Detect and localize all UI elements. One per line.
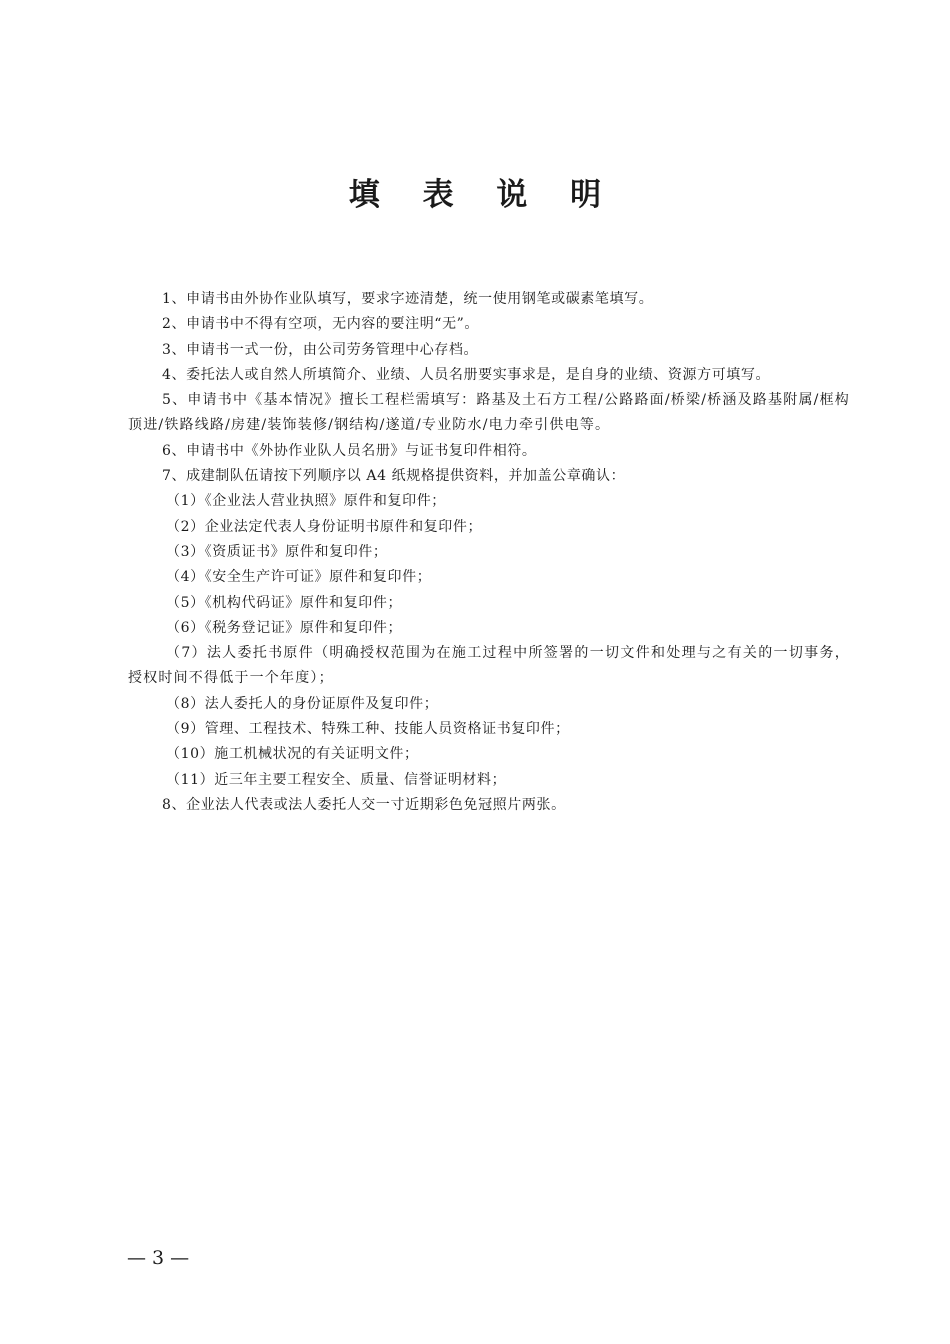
material-item-2: （2）企业法定代表人身份证明书原件和复印件； [166,518,483,535]
material-item-11: （11）近三年主要工程安全、质量、信誉证明材料； [166,771,507,788]
instructions-body [128,287,850,818]
instruction-3: 3、申请书一式一份，由公司劳务管理中心存档。 [162,341,479,358]
instruction-5: 5、申请书中《基本情况》擅长工程栏需填写：路基及土石方工程/公路路面/桥梁/桥涵及路基附属/框构顶进/铁路线路/房建/装饰装修/钢结构/遂道/专业防水/电力牵引供电等。 [128,392,850,434]
material-item-4: （4）《安全生产许可证》原件和复印件； [166,569,432,586]
material-item-7: （7）法人委托书原件（明确授权范围为在施工过程中所签署的一切文件和处理与之有关的一切事务，授权时间不得低于一个年度）； [128,645,850,687]
material-item-8: （8）法人委托人的身份证原件及复印件； [166,695,439,712]
material-item-1: （1）《企业法人营业执照》原件和复印件； [166,493,446,510]
material-item-5: （5）《机构代码证》原件和复印件； [166,594,403,611]
material-item-10: （10）施工机械状况的有关证明文件； [166,746,419,763]
instruction-4: 4、委托法人或自然人所填简介、业绩、人员名册要实事求是，是自身的业绩、资源方可填写。 [162,366,771,383]
instruction-7: 7、成建制队伍请按下列顺序以 A4 纸规格提供资料，并加盖公章确认： [162,468,626,485]
material-item-3: （3）《资质证书》原件和复印件； [166,543,388,560]
page-number: — 3 — [127,1247,190,1269]
material-item-9: （9）管理、工程技术、特殊工种、技能人员资格证书复印件； [166,721,570,738]
page-title: 填 表 说 明 [348,177,618,213]
material-item-6: （6）《税务登记证》原件和复印件； [166,619,403,636]
instruction-2: 2、申请书中不得有空项，无内容的要注明“无”。 [162,316,480,333]
instruction-6: 6、申请书中《外协作业队人员名册》与证书复印件相符。 [162,442,537,459]
instruction-8: 8、企业法人代表或法人委托人交一寸近期彩色免冠照片两张。 [162,796,566,813]
instruction-1: 1、申请书由外协作业队填写，要求字迹清楚，统一使用钢笔或碳素笔填写。 [162,291,654,307]
